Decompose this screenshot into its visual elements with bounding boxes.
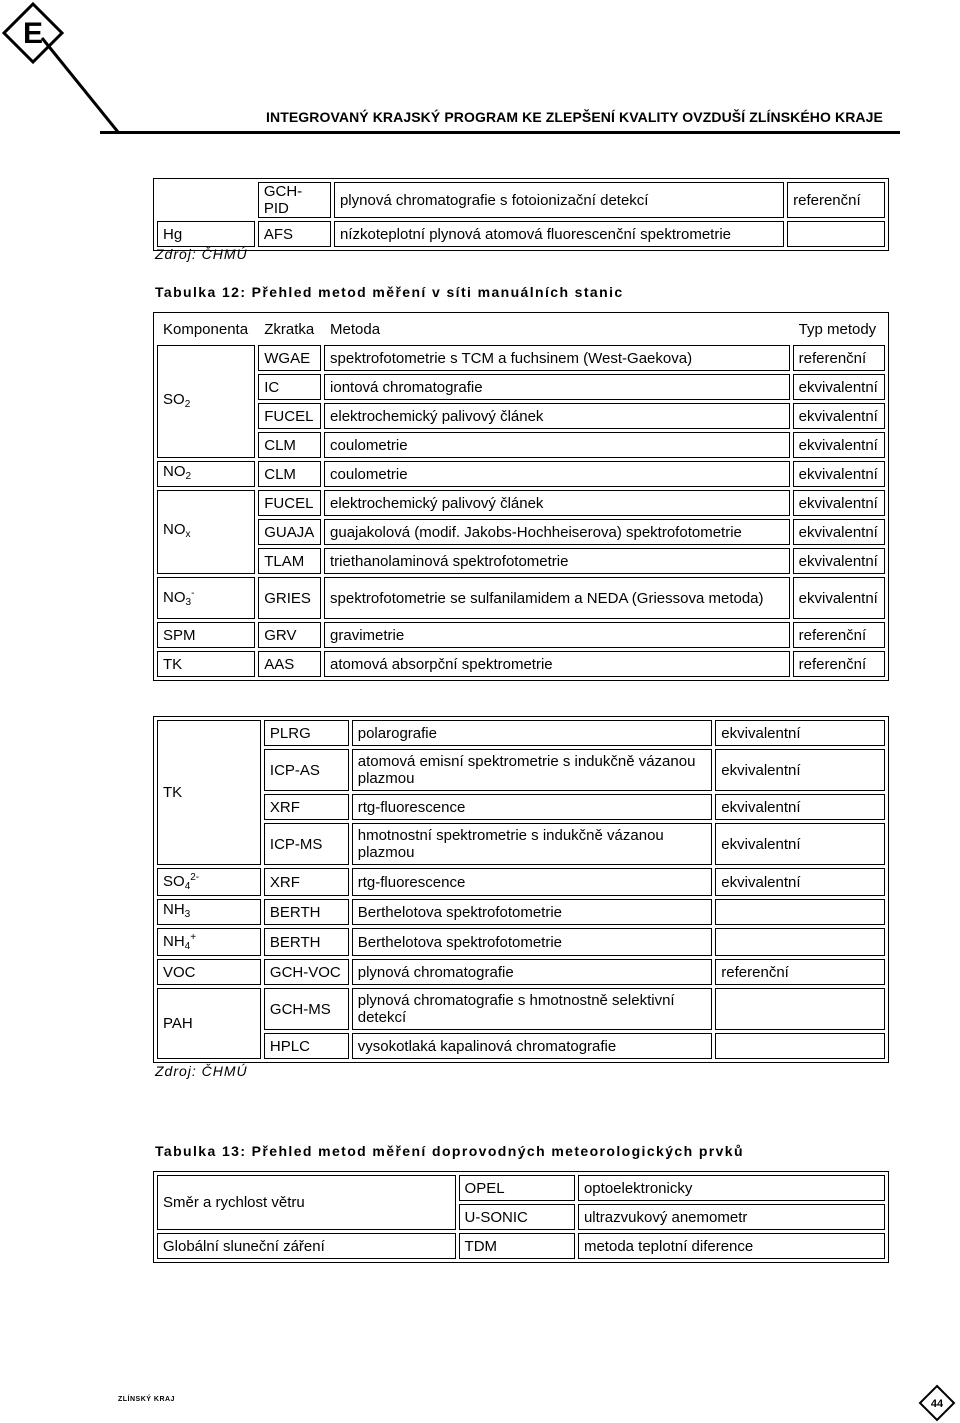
cell: HPLC — [264, 1033, 349, 1059]
cell — [715, 928, 885, 956]
component-cell — [157, 577, 255, 619]
table-row — [157, 403, 885, 429]
cell: TDM — [459, 1233, 575, 1259]
cell: GUAJA — [258, 519, 321, 545]
cell: GCH-VOC — [264, 959, 349, 985]
cell: ultrazvukový anemometr — [578, 1204, 885, 1230]
cell — [715, 1033, 885, 1059]
table-row — [157, 928, 885, 956]
component-no2: NO — [163, 463, 186, 480]
cell: IC — [258, 374, 321, 400]
cell: Berthelotova spektrofotometrie — [352, 899, 713, 925]
cell: FUCEL — [258, 490, 321, 516]
cell: iontová chromatografie — [324, 374, 790, 400]
table-12-caption: Tabulka 12: Přehled metod měření v síti manuálních stanic — [155, 284, 624, 300]
cell: referenční — [793, 622, 885, 648]
table-12-continuation — [153, 716, 889, 1063]
table-row — [157, 823, 885, 865]
column-header: Komponenta — [163, 320, 249, 338]
component-cell — [157, 490, 255, 574]
table-row — [157, 490, 885, 516]
cell: ekvivalentní — [715, 868, 885, 896]
superscript: 2- — [190, 872, 200, 883]
component-cell: SPM — [157, 622, 255, 648]
cell: ekvivalentní — [715, 794, 885, 820]
cell: XRF — [264, 868, 349, 896]
subscript: 4 — [184, 881, 191, 892]
cell: Berthelotova spektrofotometrie — [352, 928, 713, 956]
cell: atomová absorpční spektrometrie — [324, 651, 790, 677]
table-row — [157, 345, 885, 371]
cell: ekvivalentní — [793, 432, 885, 458]
table-row — [157, 1233, 885, 1259]
subscript: 2 — [185, 471, 192, 482]
table-row — [157, 1033, 885, 1059]
column-header: Metoda — [330, 320, 381, 338]
cell: plynová chromatografie — [352, 959, 713, 985]
cell: ekvivalentní — [715, 823, 885, 865]
table-row — [157, 1175, 885, 1201]
table-row — [157, 432, 885, 458]
table-row — [157, 182, 885, 218]
cell — [715, 988, 885, 1030]
header-rule — [100, 131, 900, 134]
component-nox: NO — [163, 521, 186, 538]
cell — [715, 899, 885, 925]
component-so2: SO — [163, 390, 185, 408]
cell: TLAM — [258, 548, 321, 574]
cell: U-SONIC — [459, 1204, 575, 1230]
cell: ekvivalentní — [793, 577, 885, 619]
table-row — [157, 519, 885, 545]
subscript: 4 — [184, 941, 191, 952]
cell: BERTH — [264, 899, 349, 925]
cell: optoelektronicky — [578, 1175, 885, 1201]
document-header-title: INTEGROVANÝ KRAJSKÝ PROGRAM KE ZLEPŠENÍ KVALITY OVZDUŠÍ ZLÍNSKÉHO KRAJE — [266, 109, 883, 125]
cell: ekvivalentní — [715, 749, 885, 791]
cell: ekvivalentní — [793, 490, 885, 516]
table-row — [157, 868, 885, 896]
source-note: Zdroj: ČHMÚ — [155, 1063, 248, 1079]
cell: AAS — [258, 651, 321, 677]
column-header: Typ metody — [798, 320, 877, 338]
component-cell: VOC — [157, 959, 261, 985]
cell: triethanolaminová spektrofotometrie — [324, 548, 790, 574]
table-row — [157, 720, 885, 746]
cell: hmotnostní spektrometrie s indukčně vázanou plazmou — [352, 823, 713, 865]
cell: AFS — [258, 221, 331, 247]
cell: ICP-MS — [264, 823, 349, 865]
cell: CLM — [258, 461, 321, 487]
cell: PLRG — [264, 720, 349, 746]
table-row — [157, 461, 885, 487]
table-row — [157, 749, 885, 791]
cell: referenční — [793, 651, 885, 677]
component-cell — [157, 899, 261, 925]
component-no3: NO — [163, 589, 186, 606]
cell: GCH-MS — [264, 988, 349, 1030]
cell — [787, 221, 885, 247]
table-top-continuation — [153, 178, 889, 251]
cell: elektrochemický palivový článek — [324, 403, 790, 429]
table-13 — [153, 1171, 889, 1263]
table-row — [157, 622, 885, 648]
cell: guajakolová (modif. Jakobs-Hochheiserova) spektrofotometrie — [324, 519, 790, 545]
subscript: x — [185, 529, 191, 540]
subscript: 3 — [185, 597, 192, 608]
cell: nízkoteplotní plynová atomová fluorescenční spektrometrie — [334, 221, 784, 247]
cell: CLM — [258, 432, 321, 458]
column-header: Zkratka — [264, 320, 315, 338]
subscript: 2 — [184, 398, 191, 410]
component-cell: TK — [157, 720, 261, 865]
cell: plynová chromatografie s fotoionizační detekcí — [334, 182, 784, 218]
cell — [157, 182, 255, 218]
footer-region-label: ZLÍNSKÝ KRAJ — [118, 1396, 175, 1403]
component-cell — [157, 345, 255, 458]
component-nh3: NH — [163, 901, 185, 918]
cell: polarografie — [352, 720, 713, 746]
cell: referenční — [793, 345, 885, 371]
component-cell — [157, 928, 261, 956]
subscript: 3 — [184, 909, 191, 920]
component-cell — [157, 868, 261, 896]
component-nh4: NH — [163, 933, 185, 950]
cell: ekvivalentní — [793, 548, 885, 574]
table-12 — [153, 312, 889, 681]
superscript: + — [190, 932, 197, 943]
component-so4: SO — [163, 873, 185, 890]
table-row — [157, 794, 885, 820]
component-cell: PAH — [157, 988, 261, 1059]
table-header-row — [157, 316, 885, 342]
table-row — [157, 221, 885, 247]
cell: OPEL — [459, 1175, 575, 1201]
cell: GCH-PID — [258, 182, 331, 218]
cell: ekvivalentní — [793, 461, 885, 487]
cell: BERTH — [264, 928, 349, 956]
cell: Směr a rychlost větru — [157, 1175, 456, 1230]
cell: coulometrie — [324, 432, 790, 458]
superscript: - — [191, 588, 195, 599]
cell: spektrofotometrie se sulfanilamidem a NEDA (Griessova metoda) — [324, 577, 790, 619]
cell: referenční — [787, 182, 885, 218]
table-row — [157, 577, 885, 619]
table-row — [157, 548, 885, 574]
logo-letter: E — [22, 17, 44, 50]
page-number: 44 — [930, 1398, 944, 1410]
cell: rtg-fluorescence — [352, 794, 713, 820]
table-13-caption: Tabulka 13: Přehled metod měření doprovodných meteorologických prvků — [155, 1143, 744, 1159]
component-cell — [157, 461, 255, 487]
table-row — [157, 651, 885, 677]
cell: coulometrie — [324, 461, 790, 487]
cell: rtg-fluorescence — [352, 868, 713, 896]
cell: elektrochemický palivový článek — [324, 490, 790, 516]
cell: plynová chromatografie s hmotnostně selektivní detekcí — [352, 988, 713, 1030]
table-row — [157, 899, 885, 925]
cell: metoda teplotní diference — [578, 1233, 885, 1259]
page-number-badge — [918, 1384, 956, 1422]
cell: referenční — [715, 959, 885, 985]
cell: ekvivalentní — [793, 403, 885, 429]
header-diagonal-line — [40, 36, 120, 136]
cell: WGAE — [258, 345, 321, 371]
source-note: Zdroj: ČHMÚ — [155, 246, 248, 262]
cell: ICP-AS — [264, 749, 349, 791]
cell: spektrofotometrie s TCM a fuchsinem (West-Gaekova) — [324, 345, 790, 371]
cell: atomová emisní spektrometrie s indukčně vázanou plazmou — [352, 749, 713, 791]
table-row — [157, 988, 885, 1030]
cell: GRIES — [258, 577, 321, 619]
cell: vysokotlaká kapalinová chromatografie — [352, 1033, 713, 1059]
table-row — [157, 374, 885, 400]
cell: FUCEL — [258, 403, 321, 429]
cell: ekvivalentní — [715, 720, 885, 746]
table-row — [157, 959, 885, 985]
cell: gravimetrie — [324, 622, 790, 648]
cell: GRV — [258, 622, 321, 648]
cell: Globální sluneční záření — [157, 1233, 456, 1259]
cell: Hg — [157, 221, 255, 247]
cell: XRF — [264, 794, 349, 820]
cell: ekvivalentní — [793, 519, 885, 545]
cell: ekvivalentní — [793, 374, 885, 400]
component-cell: TK — [157, 651, 255, 677]
